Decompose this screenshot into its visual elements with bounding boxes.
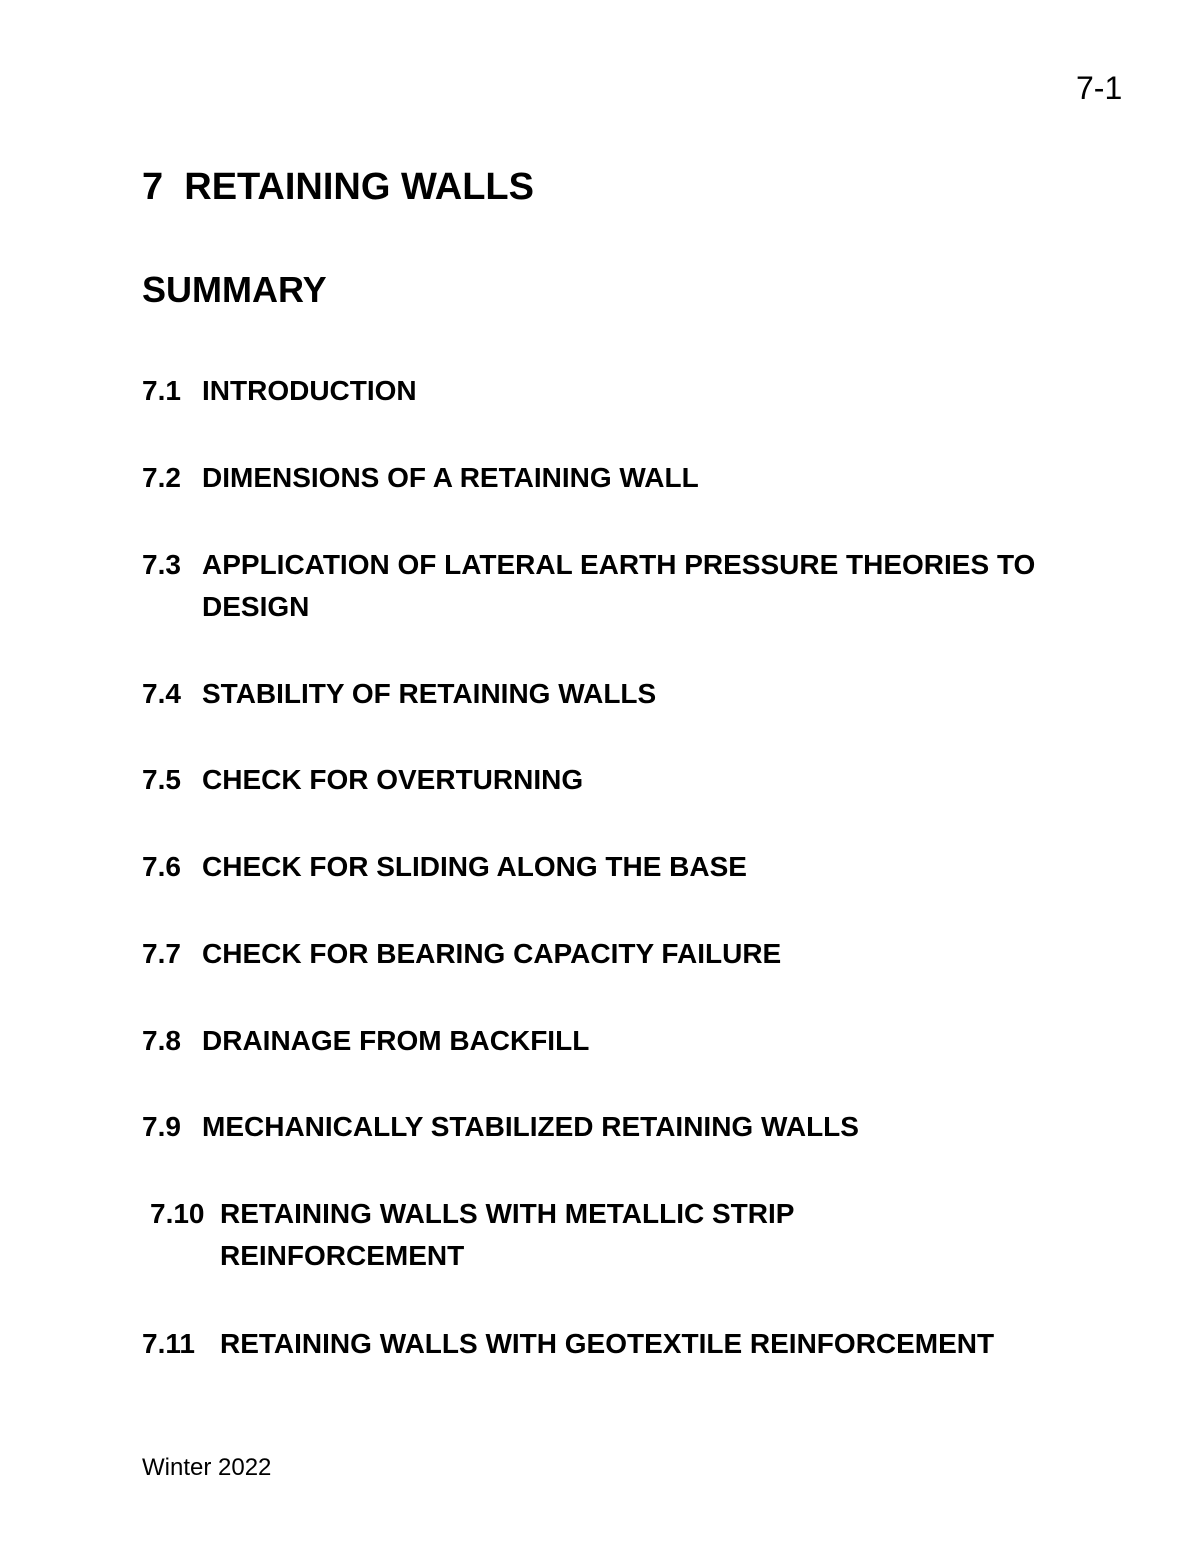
toc-number: 7.4: [142, 678, 181, 709]
toc-number: 7.6: [142, 851, 181, 882]
toc-number: 7.2: [142, 462, 181, 493]
toc-title: APPLICATION OF LATERAL EARTH PRESSURE THEORIES TO DESIGN: [202, 549, 1036, 622]
page-number: 7-1: [1076, 70, 1123, 106]
toc-number: 7.10: [150, 1198, 205, 1229]
summary-heading: SUMMARY: [142, 269, 327, 310]
toc-entry-7-1: [142, 370, 417, 412]
toc-title: DRAINAGE FROM BACKFILL: [202, 1025, 590, 1056]
toc-number: 7.11: [142, 1328, 195, 1359]
toc-entry-7-4: [142, 673, 656, 715]
toc-title: RETAINING WALLS WITH METALLIC STRIP REINFORCEMENT: [220, 1198, 794, 1271]
footer-date: Winter 2022: [142, 1454, 272, 1481]
toc-title: RETAINING WALLS WITH GEOTEXTILE REINFORCEMENT: [220, 1328, 995, 1359]
toc-title: CHECK FOR BEARING CAPACITY FAILURE: [202, 938, 782, 969]
toc-entry-7-2: [142, 457, 699, 499]
toc-number: 7.9: [142, 1111, 181, 1142]
toc-title: INTRODUCTION: [202, 375, 417, 406]
toc-number: 7.8: [142, 1025, 181, 1056]
toc-number: 7.7: [142, 938, 181, 969]
toc-entry-7-9: [142, 1106, 859, 1148]
toc-number: 7.5: [142, 764, 181, 795]
toc-number: 7.3: [142, 549, 181, 580]
toc-title: CHECK FOR SLIDING ALONG THE BASE: [202, 851, 747, 882]
toc-title: DIMENSIONS OF A RETAINING WALL: [202, 462, 699, 493]
chapter-title: 7 RETAINING WALLS: [142, 166, 534, 208]
toc-entry-7-5: [142, 759, 583, 801]
toc-entry-7-7: [142, 933, 781, 975]
toc-entry-7-3: [142, 544, 1102, 628]
toc-title: CHECK FOR OVERTURNING: [202, 764, 584, 795]
toc-entry-7-11: [142, 1323, 994, 1365]
toc-entry-7-6: [142, 846, 747, 888]
toc-title: MECHANICALLY STABILIZED RETAINING WALLS: [202, 1111, 859, 1142]
toc-entry-7-10: [150, 1193, 920, 1277]
toc-title: STABILITY OF RETAINING WALLS: [202, 678, 657, 709]
toc-number: 7.1: [142, 375, 181, 406]
toc-entry-7-8: [142, 1020, 589, 1062]
